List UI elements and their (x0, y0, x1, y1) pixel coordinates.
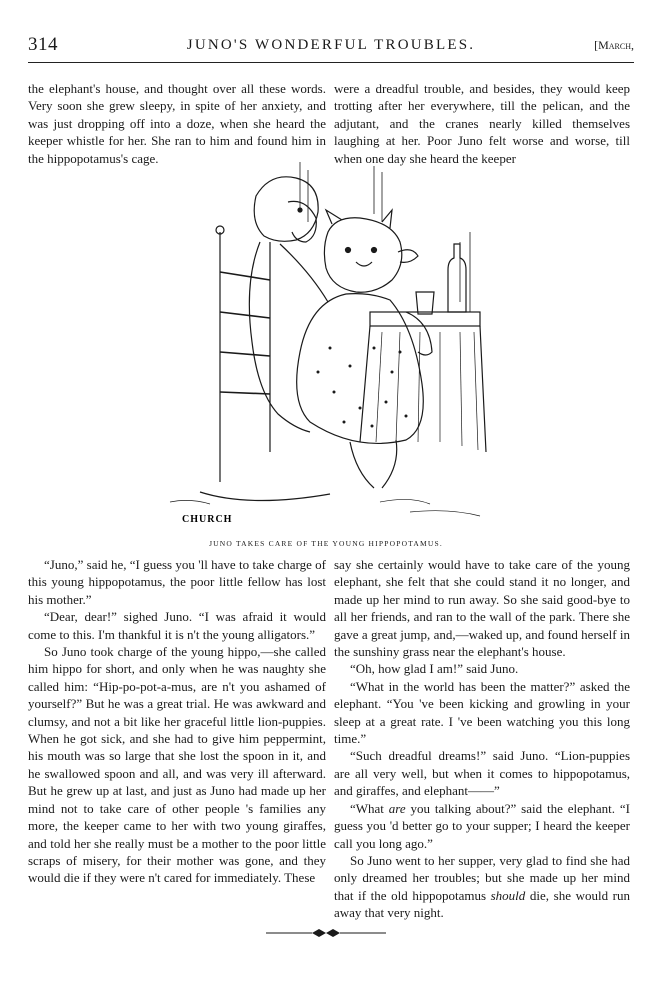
text-run: “What (350, 800, 389, 816)
paragraph (334, 800, 630, 852)
paragraph: say she certainly would have to take care of the young elephant, she felt that she could stand it no longer, and made up her mind to run away. So she said good-bye to all her friends, and ran to the wall of the park. There she gave a great jump, and,—waked up, and found herself in the sunshiny grass near the elephant's house. (334, 557, 630, 660)
text-run: you talking about?” said the elephant. “I guess you 'd better go to your supper; I heard the keeper call you long ago.” (334, 800, 631, 851)
bottom-right-column (334, 556, 630, 922)
text-run: die, she would run away that very night. (334, 887, 631, 921)
page-header (28, 34, 634, 58)
paragraph: the elephant's house, and thought over all these words. Very soon she grew sleepy, in spite of her anxiety, and was just dropping off into a doze, when she heard the keeper whistle for her. She ran to him and found him in the hippopotamus's cage. (28, 81, 326, 166)
bottom-left-column (28, 556, 326, 887)
issue-label: [March, (594, 38, 634, 52)
paragraph: So Juno took charge of the young hippo,—she called him hippo for short, and only when he was naughty she called him: “Hip-po-pot-a-mus, are n't you ashamed of yourself?” But he was a great trial. He was awkward and clumsy, and not a bit like her graceful little lion-puppies. When he got sick, and she had to give him peppermint, his mouth was so large that she lost the spoon in it, and he swallowed spoon and all, and was very ill afterward. But he grew up at last, and just as Juno had made up her mind not to take care of other people 's families any more, the keeper came to her with two young giraffes, and told her she really must be a mother to the poor little scraps of misery, for their mother was gone, and they would die if they were n't cared for immediately. These (28, 644, 326, 886)
emphasis: are (388, 800, 406, 816)
header-rule (28, 62, 634, 63)
paragraph: “Oh, how glad I am!” said Juno. (350, 661, 519, 677)
paragraph: “Juno,” said he, “I guess you 'll have to take charge of this young hippopotamus, the poor little fellow has lost his mother.” (28, 557, 326, 607)
paragraph: were a dreadful trouble, and besides, they would keep trotting after her everywhere, till the pelican, and the adjutant, and the cranes nearly killed themselves laughing at her. Poor Juno felt worse and worse, till when one day she heard the keeper (334, 81, 630, 166)
paragraph (334, 852, 630, 922)
page-number: 314 (28, 34, 58, 55)
artist-signature: CHURCH (182, 514, 233, 525)
emphasis: should (490, 887, 526, 903)
illustration-caption: JUNO TAKES CARE OF THE YOUNG HIPPOPOTAMUS. (209, 539, 443, 548)
paragraph: “What in the world has been the matter?” asked the elephant. “You 've been kicking and growling in your sleep at a great rate. I 've been watching you this long time.” (334, 678, 630, 747)
paragraph: “Dear, dear!” sighed Juno. “I was afraid it would come to this. I'm thankful it is n't the young alligators.” (28, 609, 326, 642)
text-run: So Juno went to her supper, very glad to find she had only dreamed her troubles; but she made up her mind that if the old hippopotamus (334, 852, 630, 903)
running-title: JUNO'S WONDERFUL TROUBLES. (186, 37, 476, 53)
illustration-juno-and-hippo (160, 152, 498, 528)
end-ornament (266, 926, 386, 940)
paragraph: “Such dreadful dreams!” said Juno. “Lion-puppies are all very well, but when it comes to hippopotamus, and giraffes, and elephant——” (334, 748, 630, 799)
